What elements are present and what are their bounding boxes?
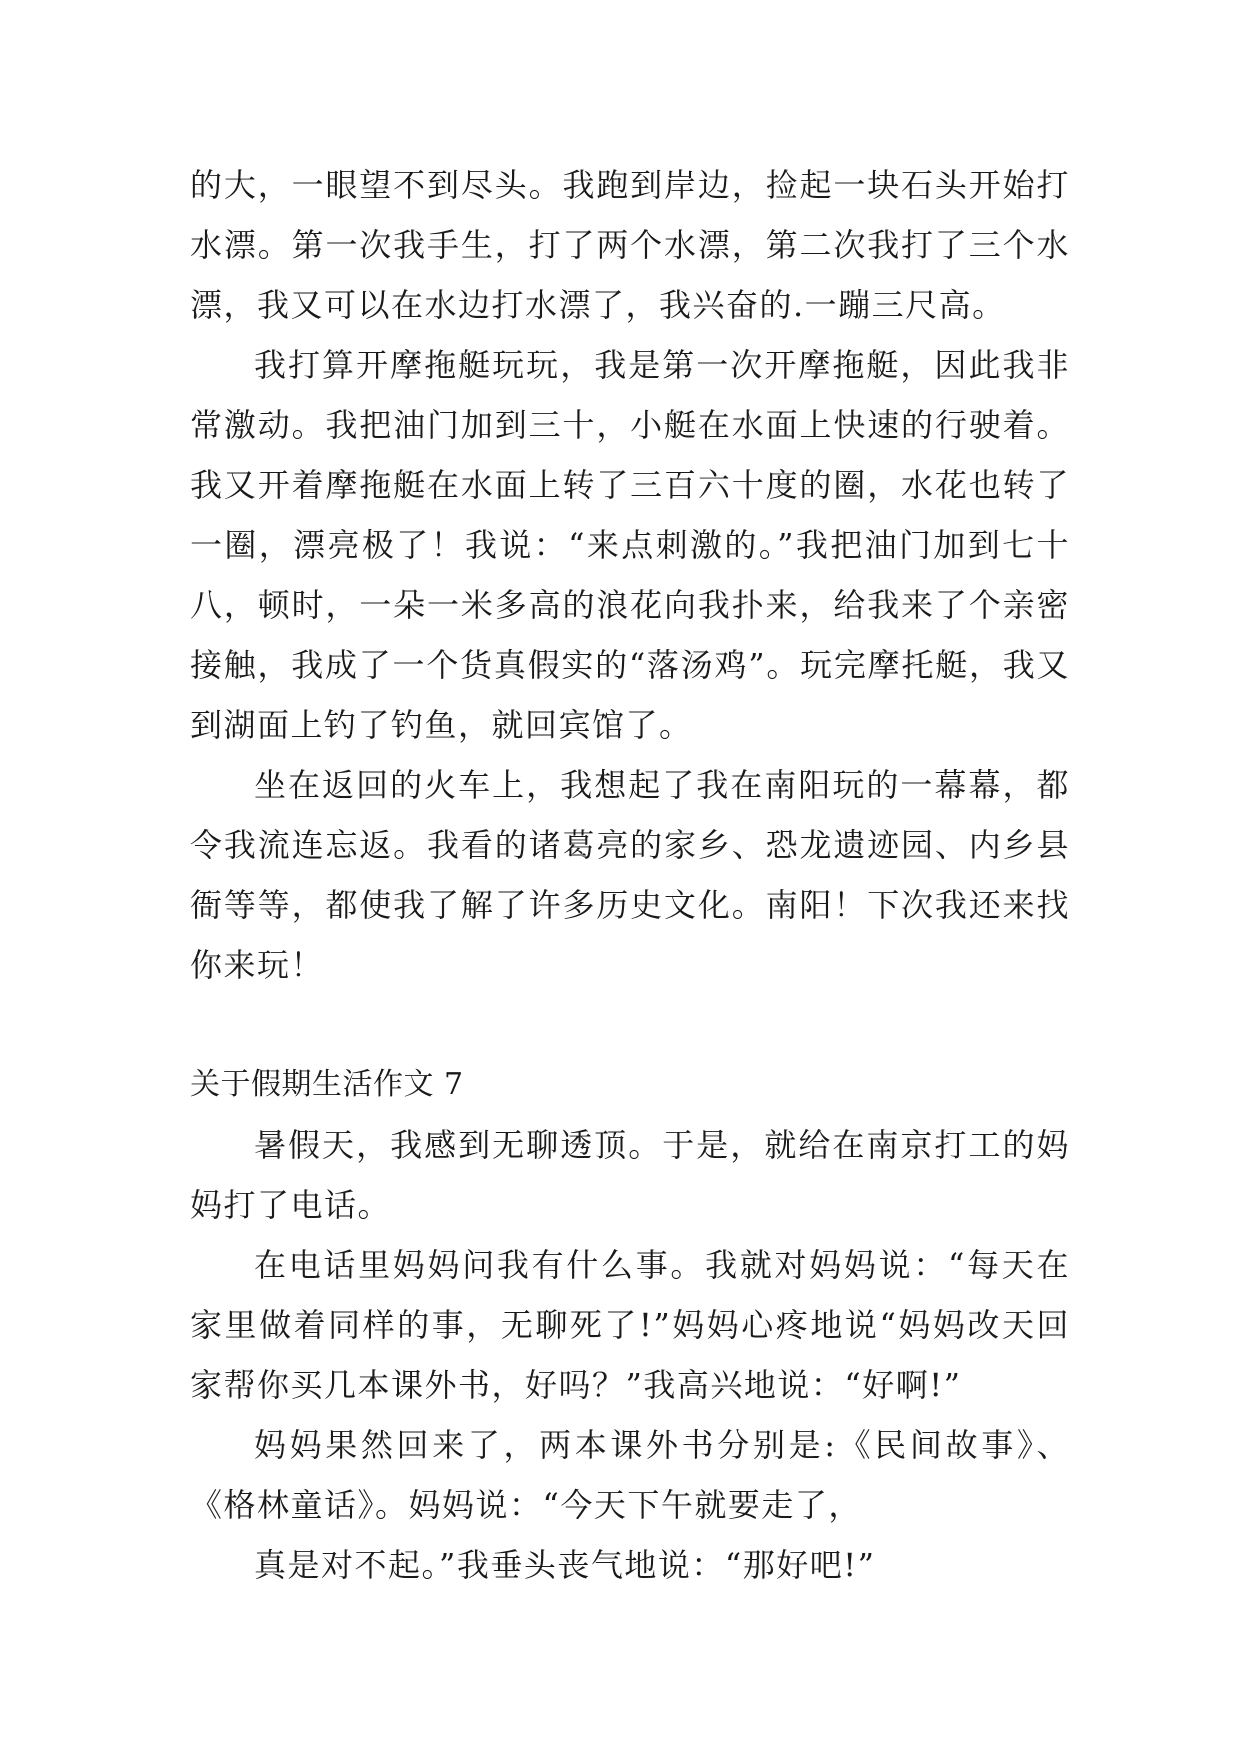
paragraph-summer-bored: 暑假天，我感到无聊透顶。于是，就给在南京打工的妈妈打了电话。 [190,1126,1070,1224]
paragraph-lake: 的大，一眼望不到尽头。我跑到岸边，捡起一块石头开始打水漂。第一次我手生，打了两个水漂，第二次我打了三个水漂，我又可以在水边打水漂了，我兴奋的.一蹦三尺高。 [190,166,1070,324]
section-heading: 关于假期生活作文 7 [190,1067,464,1102]
paragraph-train-return: 坐在返回的火车上，我想起了我在南阳玩的一幕幕，都令我流连忘返。我看的诸葛亮的家乡、恐龙遗迹园、内乡县衙等等，都使我了解了许多历史文化。南阳！下次我还来找你来玩！ [190,766,1070,984]
paragraph-books: 妈妈果然回来了，两本课外书分别是:《民间故事》、《格林童话》。妈妈说：“今天下午就要走了， [190,1426,1070,1524]
section-spacer [190,995,1070,1055]
paragraph-apology: 真是对不起。”我垂头丧气地说：“那好吧!” [254,1546,876,1584]
paragraph-jetski: 我打算开摩拖艇玩玩，我是第一次开摩拖艇，因此我非常激动。我把油门加到三十，小艇在水面上快速的行驶着。我又开着摩拖艇在水面上转了三百六十度的圈，水花也转了一圈，漂亮极了！我说：“来点刺激的。”我把油门加到七十八，顿时，一朵一米多高的浪花向我扑来，给我来了个亲密接触，我成了一个货真假实的“落汤鸡”。玩完摩托艇，我又到湖面上钓了钓鱼，就回宾馆了。 [190,346,1070,744]
paragraph-phone-call: 在电话里妈妈问我有什么事。我就对妈妈说：“每天在家里做着同样的事，无聊死了!”妈妈心疼地说“妈妈改天回家帮你买几本课外书，好吗？”我高兴地说：“好啊!” [190,1246,1070,1404]
document-page [190,155,1070,1595]
